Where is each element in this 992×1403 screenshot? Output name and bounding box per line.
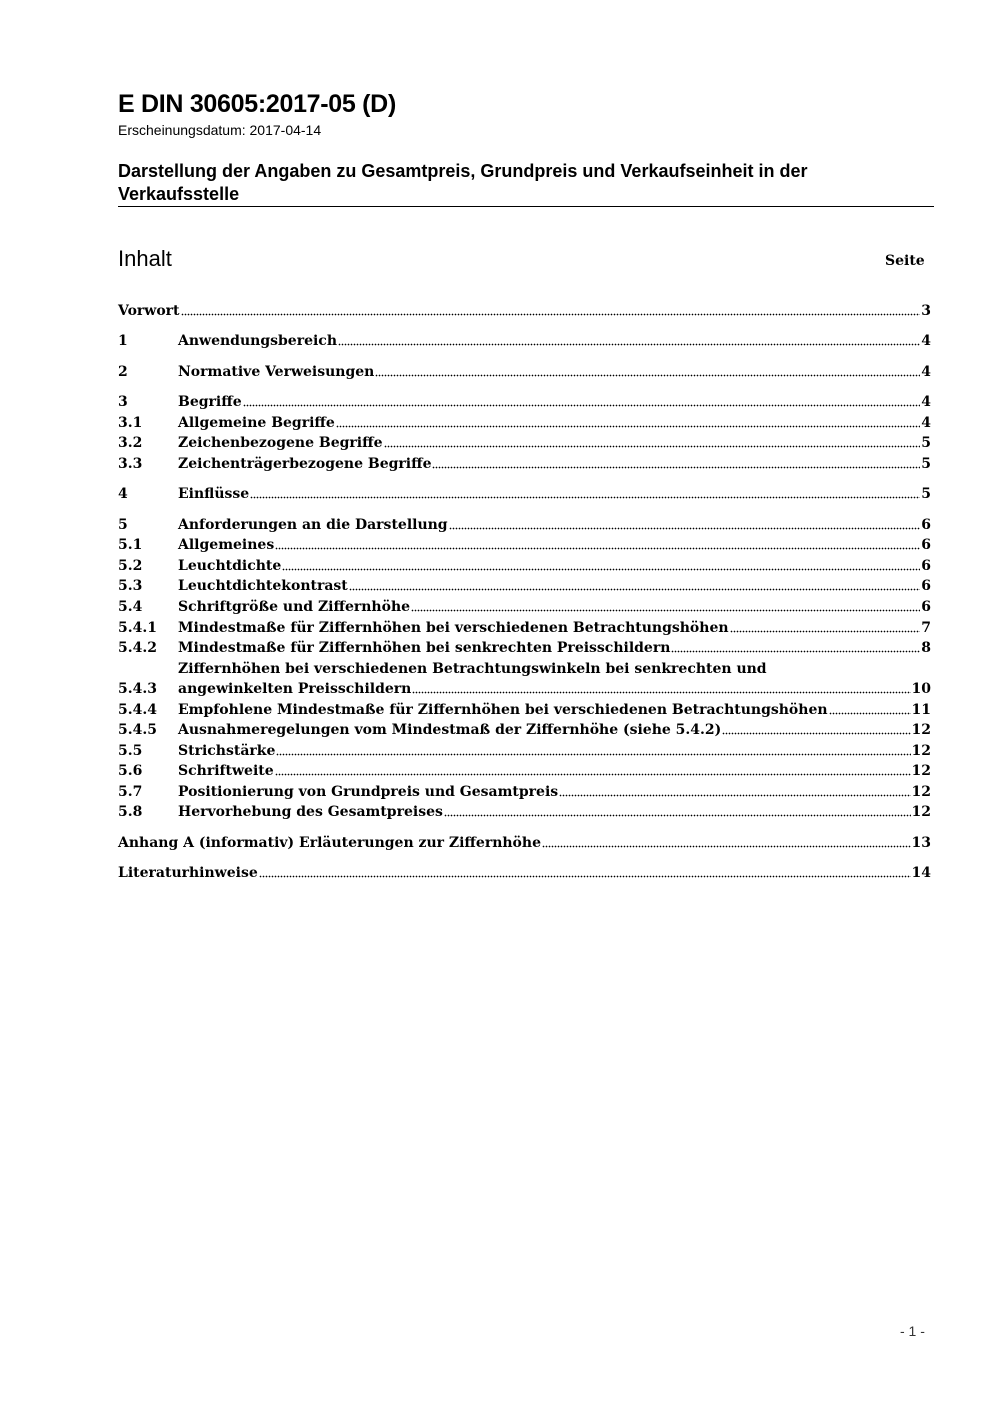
toc-entry-page: 3 — [921, 303, 931, 319]
toc-dot-leader — [250, 484, 920, 499]
toc-entry-number: 5.4 — [118, 599, 143, 615]
toc-entry-label: Hervorhebung des Gesamtpreises — [178, 804, 443, 820]
toc-entry[interactable] — [118, 515, 931, 536]
toc-entry[interactable] — [118, 638, 931, 659]
document-id: E DIN 30605:2017-05 (D) — [118, 90, 396, 118]
toc-dot-leader — [275, 761, 911, 776]
toc-entry[interactable] — [118, 556, 931, 577]
toc-entry-number: 3.1 — [118, 415, 143, 431]
toc-entry-label: Allgemeines — [178, 537, 275, 553]
toc-entry[interactable] — [118, 720, 931, 741]
toc-entry-page: 12 — [911, 804, 931, 820]
toc-entry-number: 5.4.5 — [118, 722, 157, 738]
toc-dot-leader — [559, 782, 910, 797]
toc-entry-label: Allgemeine Begriffe — [178, 415, 335, 431]
toc-entry-page: 6 — [921, 537, 931, 553]
toc-entry-page: 12 — [911, 784, 931, 800]
toc-entry-label: Leuchtdichte — [178, 558, 282, 574]
toc-entry[interactable] — [118, 535, 931, 556]
toc-dot-leader — [275, 535, 920, 550]
toc-entry-number: 3 — [118, 394, 128, 410]
toc-entry-number: 5.3 — [118, 578, 143, 594]
toc-entry-page: 6 — [921, 578, 931, 594]
toc-entry-page: 7 — [921, 620, 931, 636]
toc-entry-page: 6 — [921, 517, 931, 533]
toc-entry[interactable] — [118, 301, 931, 322]
toc-entry-label: Vorwort — [118, 303, 180, 319]
toc-entry[interactable] — [118, 331, 931, 352]
toc-entry-number: 5.8 — [118, 804, 143, 820]
document-title: Darstellung der Angaben zu Gesamtpreis, Grundpreis und Verkaufseinheit in der Verkaufsstelle — [118, 161, 808, 204]
toc-entry[interactable] — [118, 863, 931, 884]
toc-entry-label: Ausnahmeregelungen vom Mindestmaß der Ziffernhöhe (siehe 5.4.2) — [178, 722, 722, 738]
toc-entry-page: 12 — [911, 722, 931, 738]
toc-entry[interactable] — [118, 802, 931, 823]
toc-entry[interactable] — [118, 433, 931, 454]
title-divider — [118, 206, 934, 207]
toc-entry-number: 5.6 — [118, 763, 143, 779]
toc-dot-leader — [282, 556, 920, 571]
toc-dot-leader — [375, 362, 920, 377]
toc-entry-page: 4 — [921, 333, 931, 349]
toc-entry-label: Zeichenbezogene Begriffe — [178, 435, 383, 451]
toc-dot-leader — [338, 331, 920, 346]
toc-dot-leader — [349, 576, 920, 591]
toc-entry-page: 10 — [911, 681, 931, 697]
toc-entry-number: 1 — [118, 333, 128, 349]
toc-entry[interactable] — [118, 362, 931, 383]
toc-dot-leader — [276, 741, 910, 756]
toc-entry-page: 6 — [921, 599, 931, 615]
toc-entry-number: 5.7 — [118, 784, 143, 800]
toc-entry-number: 5.4.4 — [118, 702, 157, 718]
toc-dot-leader — [722, 720, 910, 735]
toc-dot-leader — [243, 392, 921, 407]
toc-entry-page: 4 — [921, 364, 931, 380]
toc-entry-label: Mindestmaße für Ziffernhöhen bei senkrechten Preisschildern — [178, 640, 671, 656]
toc-entry-number: 2 — [118, 364, 128, 380]
toc-entry-page: 5 — [921, 456, 931, 472]
toc-entry[interactable] — [118, 661, 931, 700]
toc-dot-leader — [259, 863, 911, 878]
toc-page-column-label: Seite — [885, 253, 925, 269]
toc-entry-number: 5.2 — [118, 558, 143, 574]
toc-dot-leader — [412, 679, 910, 694]
toc-entry-label: Positionierung von Grundpreis und Gesamtpreis — [178, 784, 559, 800]
toc-entry-label: Strichstärke — [178, 743, 276, 759]
toc-entry[interactable] — [118, 413, 931, 434]
page-number: - 1 - — [900, 1323, 925, 1339]
toc-entry-page: 4 — [921, 394, 931, 410]
toc-entry-label: Einflüsse — [178, 486, 250, 502]
toc-heading: Inhalt — [118, 246, 172, 271]
toc-entry-label: Empfohlene Mindestmaße für Ziffernhöhen bei verschiedenen Betrachtungshöhen — [178, 702, 828, 718]
toc-dot-leader — [444, 802, 911, 817]
toc-entry-page: 13 — [911, 835, 931, 851]
toc-entry[interactable] — [118, 833, 931, 854]
toc-dot-leader — [181, 301, 921, 316]
toc-entry-number: 3.3 — [118, 456, 143, 472]
toc-entry-number: 5.4.3 — [118, 681, 157, 697]
toc-entry-page: 14 — [911, 865, 931, 881]
toc-entry[interactable] — [118, 484, 931, 505]
toc-entry-label: Leuchtdichtekontrast — [178, 578, 348, 594]
toc-entry-label: Literaturhinweise — [118, 865, 258, 881]
toc-entry-number: 5.4.1 — [118, 620, 157, 636]
toc-dot-leader — [449, 515, 921, 530]
toc-entry-label: Anhang A (informativ) Erläuterungen zur Ziffernhöhe — [118, 835, 541, 851]
toc-entry-page: 12 — [911, 763, 931, 779]
toc-entry-number: 5.5 — [118, 743, 143, 759]
toc-entry-page: 12 — [911, 743, 931, 759]
toc-entry-number: 5.4.2 — [118, 640, 157, 656]
toc-entry-number: 5.1 — [118, 537, 143, 553]
toc-entry-label: angewinkelten Preisschildern — [178, 681, 412, 697]
toc-entry-page: 8 — [921, 640, 931, 656]
toc-entry-label: Mindestmaße für Ziffernhöhen bei verschiedenen Betrachtungshöhen — [178, 620, 729, 636]
toc-dot-leader — [542, 833, 911, 848]
toc-entry-page: 6 — [921, 558, 931, 574]
toc-entry-label: Schriftgröße und Ziffernhöhe — [178, 599, 411, 615]
toc-entry[interactable] — [118, 576, 931, 597]
toc-entry-label-line1: Ziffernhöhen bei verschiedenen Betrachtungswinkeln bei senkrechten und — [178, 661, 767, 677]
toc-entry-label: Anwendungsbereich — [178, 333, 337, 349]
toc-entry-number: 5 — [118, 517, 128, 533]
toc-entry[interactable] — [118, 700, 931, 721]
toc-entry[interactable] — [118, 741, 931, 762]
toc-entry-page: 5 — [921, 486, 931, 502]
toc-dot-leader — [384, 433, 921, 448]
toc-entry-number: 4 — [118, 486, 128, 502]
toc-entry-label: Anforderungen an die Darstellung — [178, 517, 448, 533]
toc-entry-label: Schriftweite — [178, 763, 274, 779]
issue-date: Erscheinungsdatum: 2017-04-14 — [118, 122, 322, 138]
toc-dot-leader — [730, 618, 921, 633]
toc-dot-leader — [671, 638, 920, 653]
toc-dot-leader — [432, 454, 920, 469]
toc-dot-leader — [336, 413, 920, 428]
toc-entry[interactable] — [118, 761, 931, 782]
toc-entry-label: Begriffe — [178, 394, 242, 410]
toc-entry-page: 5 — [921, 435, 931, 451]
toc-entry[interactable] — [118, 782, 931, 803]
toc-entry[interactable] — [118, 392, 931, 413]
toc-entry[interactable] — [118, 597, 931, 618]
toc-entry[interactable] — [118, 618, 931, 639]
toc-entry-label: Zeichenträgerbezogene Begriffe — [178, 456, 432, 472]
toc-entry-label: Normative Verweisungen — [178, 364, 375, 380]
toc-entry[interactable] — [118, 454, 931, 475]
toc-entry-page: 4 — [921, 415, 931, 431]
toc-entry-number: 3.2 — [118, 435, 143, 451]
toc-entry-page: 11 — [911, 702, 931, 718]
toc-dot-leader — [829, 700, 911, 715]
toc-dot-leader — [411, 597, 920, 612]
